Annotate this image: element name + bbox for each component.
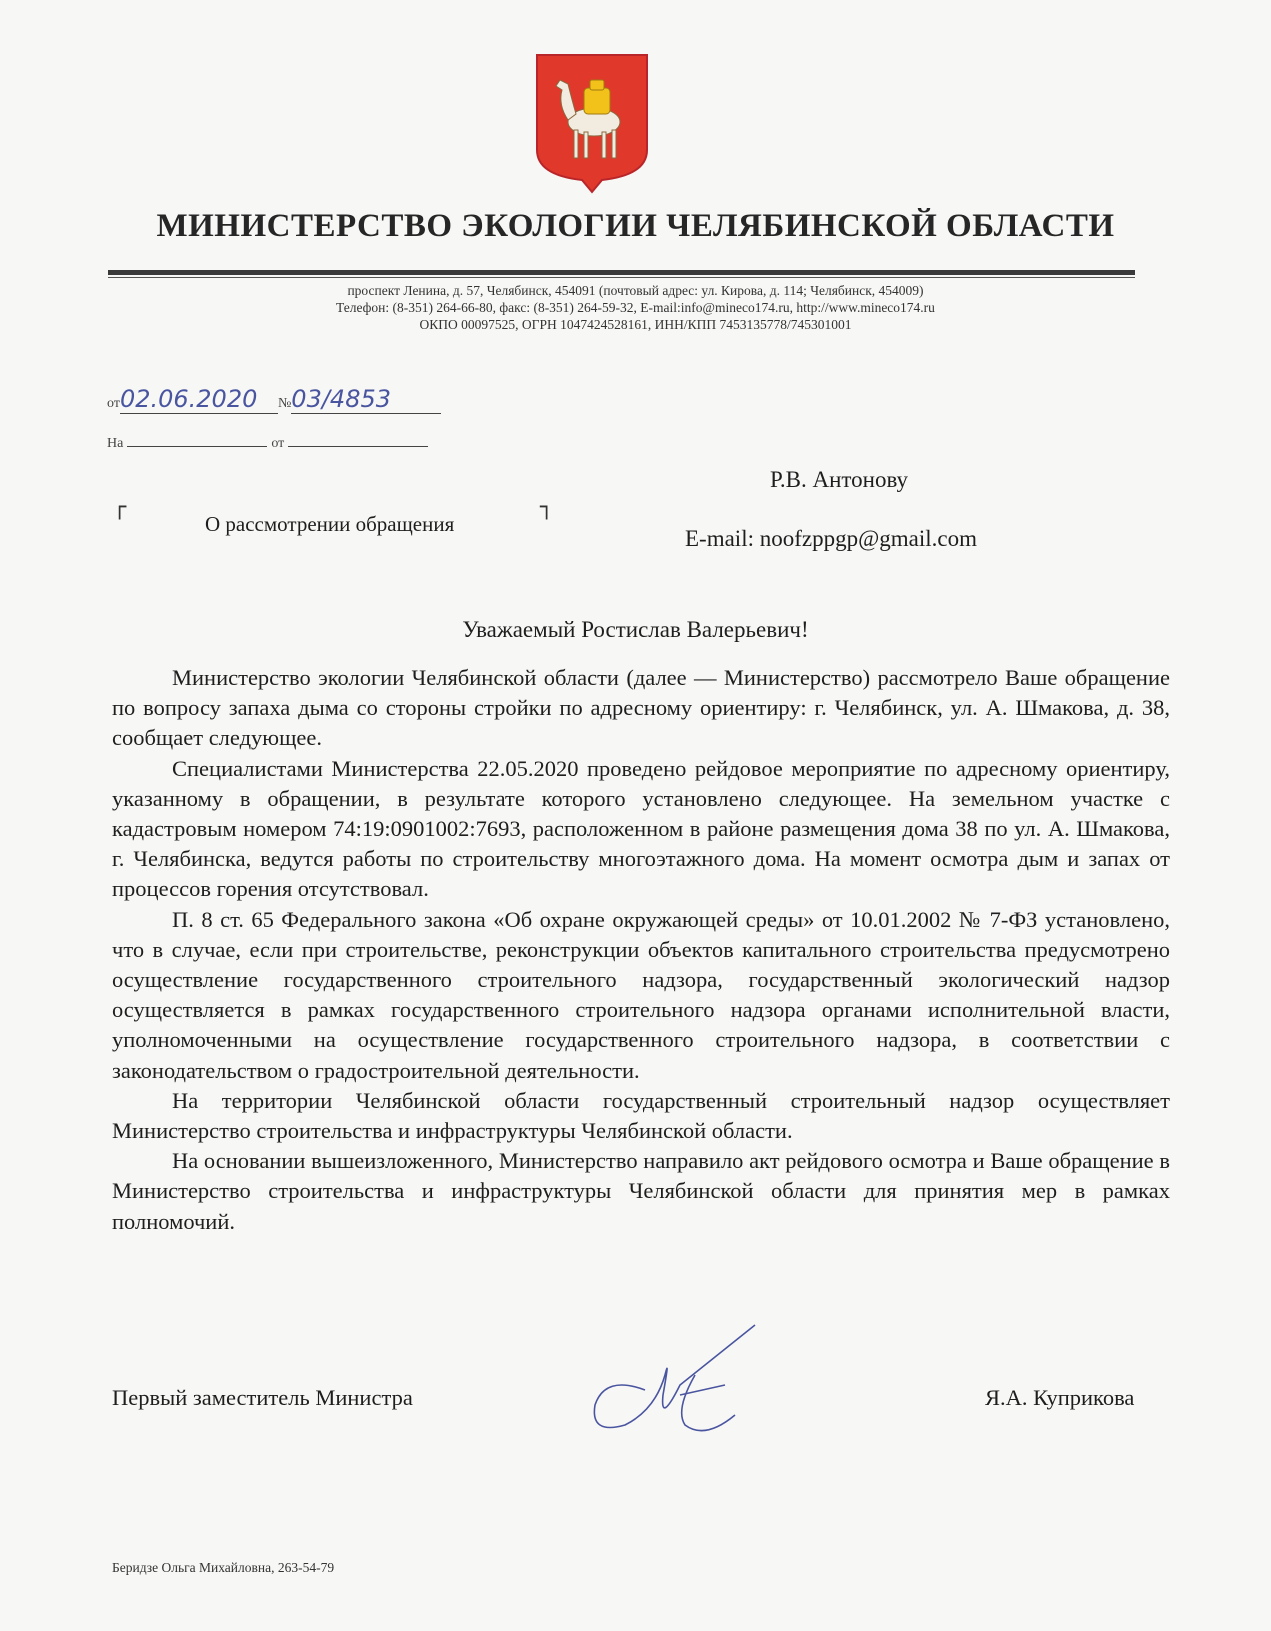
ministry-name: МИНИСТЕРСТВО ЭКОЛОГИИ ЧЕЛЯБИНСКОЙ ОБЛАСТИ [156, 208, 1115, 244]
header-rule-thin [108, 277, 1135, 278]
signer-name: Я.А. Куприкова [985, 1385, 1135, 1410]
reference-date-blank [288, 432, 428, 447]
handwritten-signature [585, 1315, 785, 1445]
header-rule [108, 270, 1135, 275]
registration-date-row [107, 385, 441, 414]
letter-body [112, 663, 1170, 1237]
corner-mark-right: ┐ [540, 495, 554, 520]
body-paragraph: На основании вышеизложенного, Министерство направило акт рейдового осмотра и Ваше обращение в Министерство строительства и инфраструктуры Челябинской области для принятия мер в рамках полномочий. [112, 1148, 1170, 1234]
body-paragraph: Специалистами Министерства 22.05.2020 проведено рейдовое мероприятие по адресному ориентиру, указанному в обращении, в результате которого установлено следующее. На земельном участке с кадастровым номером 74:19:0901002:7693, расположенном в районе размещения дома 38 по ул. А. Шмакова, г. Челябинска, ведутся работы по строительству многоэтажного дома. На момент осмотра дым и запах от процессов горения отсутствовал. [112, 755, 1170, 902]
body-paragraph: П. 8 ст. 65 Федерального закона «Об охране окружающей среды» от 10.01.2002 № 7-ФЗ установлено, что в случае, если при строительстве, реконструкции объектов капитального строительства предусмотрено осуществление государственного строительного надзора, государственный экологический надзор осуществляется в рамках государственного строительного надзора органами исполнительной власти, уполномоченными на осуществление государственного строительного надзора, в соответствии с законодательством о градостроительной деятельности. [112, 906, 1170, 1083]
recipient-email: E-mail: noofzppgp@gmail.com [685, 526, 978, 551]
letter-subject: О рассмотрении обращения [205, 512, 455, 536]
coat-of-arms-emblem [532, 50, 652, 195]
codes-line: ОКПО 00097525, ОГРН 1047424528161, ИНН/КПП 7453135778/745301001 [419, 317, 852, 332]
address-line: проспект Ленина, д. 57, Челябинск, 454091 (почтовый адрес: ул. Кирова, д. 114; Челябинск, 454009) [347, 283, 924, 298]
reference-number-blank [127, 432, 267, 447]
executor-info: Беридзе Ольга Михайловна, 263-54-79 [112, 1560, 335, 1575]
from-label: от [107, 396, 120, 411]
reference-row [107, 432, 428, 452]
body-paragraph: Министерство экологии Челябинской области (далее — Министерство) рассмотрело Ваше обращение по вопросу запаха дыма со стороны стройки по адресному ориентиру: г. Челябинск, ул. А. Шмакова, д. 38, сообщает следующее. [112, 665, 1170, 751]
contacts-line: Телефон: (8-351) 264-66-80, факс: (8-351) 264-59-32, E-mail:info@mineco174.ru, http://www.mineco174.ru [336, 300, 935, 315]
body-paragraph: На территории Челябинской области государственный строительный надзор осуществляет Министерство строительства и инфраструктуры Челябинской области. [112, 1087, 1170, 1144]
on-label: На [107, 436, 124, 451]
registration-date: 02.06.2020 [120, 385, 278, 414]
number-label: № [277, 396, 292, 411]
on-from-label: от [271, 436, 285, 451]
recipient-name: Р.В. Антонову [770, 467, 909, 492]
greeting: Уважаемый Ростислав Валерьевич! [462, 617, 809, 642]
registration-number: 03/4853 [291, 385, 441, 414]
corner-mark-left: ┌ [113, 495, 127, 520]
signer-position: Первый заместитель Министра [112, 1385, 413, 1410]
